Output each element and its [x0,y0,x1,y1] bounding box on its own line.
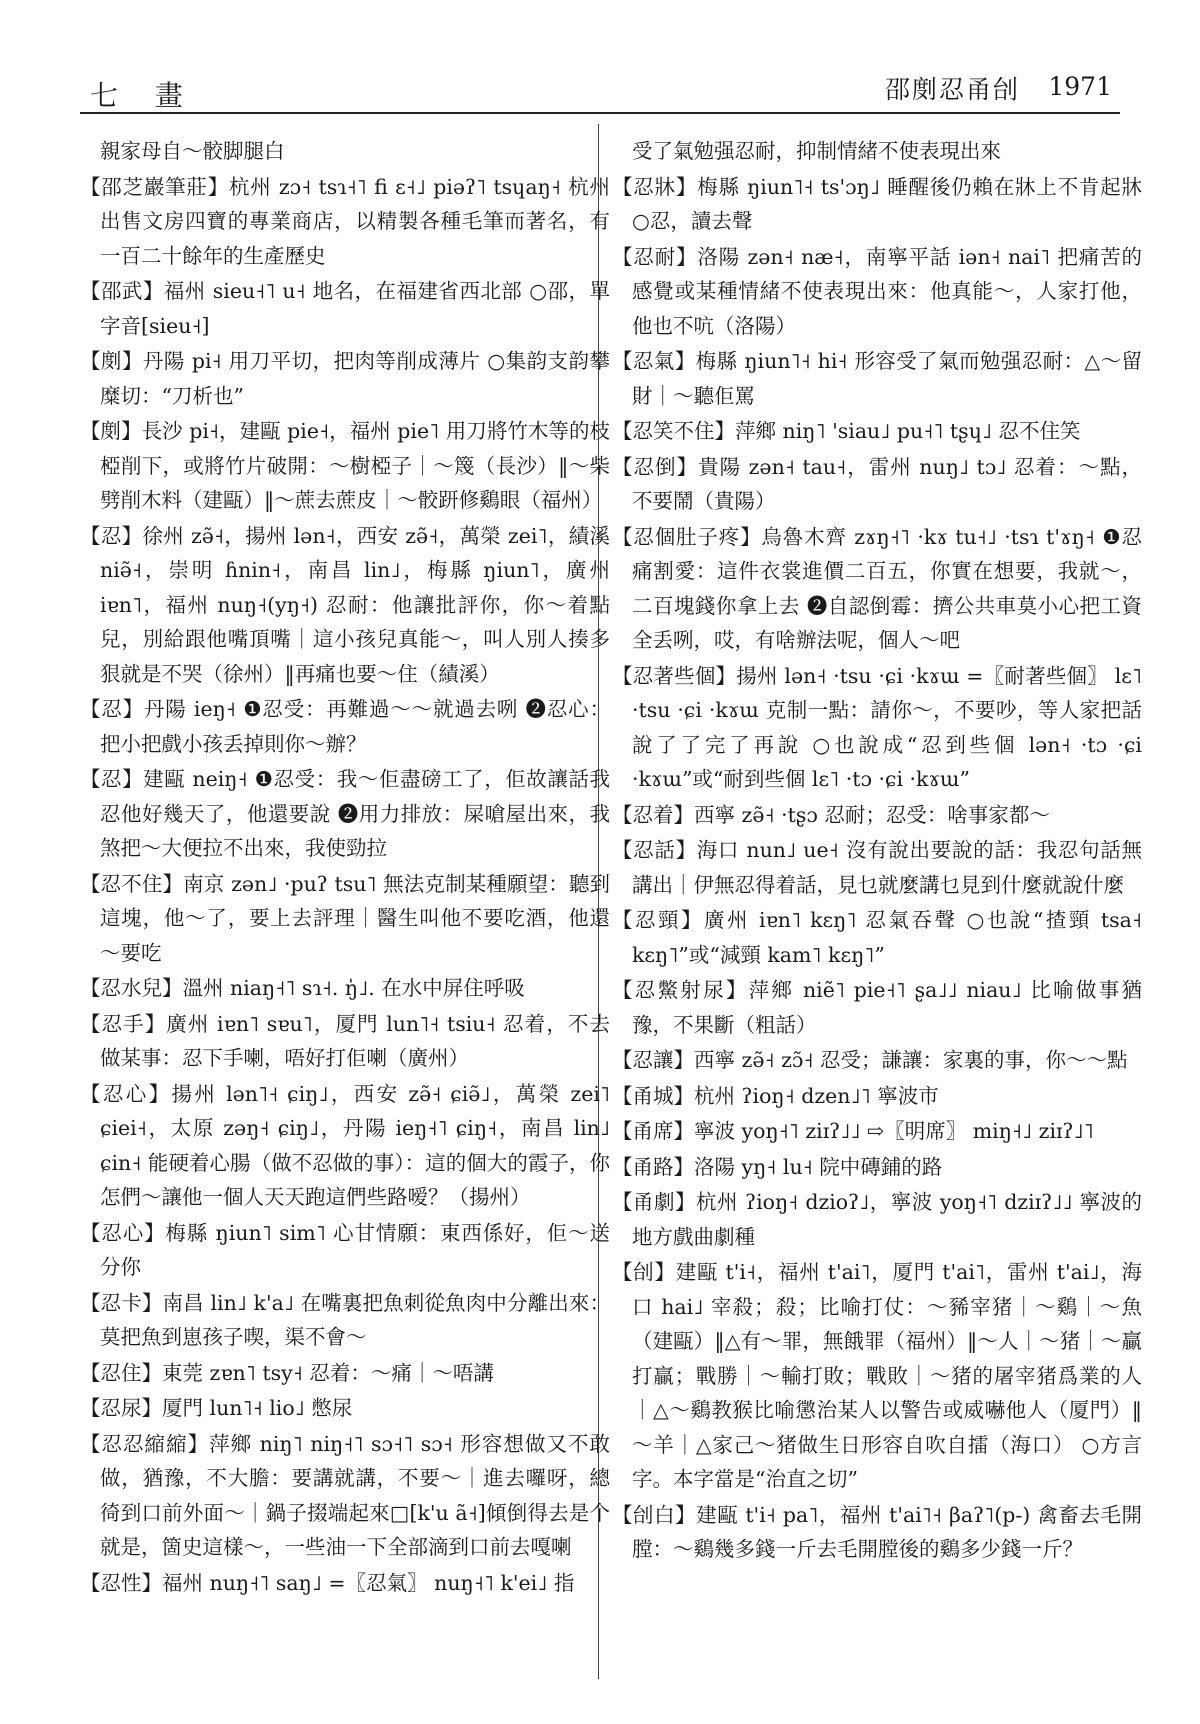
dictionary-entry: 【忍頸】廣州 iɐn˥ kɛŋ˥ 忍氣吞聲 ○也說“揸頸 tsa˧ kɛŋ˥”或“減頸 kam˥ kɛŋ˥” [612,908,1142,967]
dictionary-entry: 【忍倒】貴陽 zən˧ tau˧，雷州 nuŋ˩ tɔ˩ 忍着：～點，不要鬧（貴陽） [612,454,1142,513]
dictionary-entry: 【忍心】揚州 lən˥˧ ɕiŋ˩，西安 zə̃˧ ɕiə̃˩，萬榮 zei˥ ɕiei˧，太原 zəŋ˧ ɕiŋ˩，丹陽 ieŋ˧˥ ɕiŋ˧，南昌 lin˩ ɕin˧ 能硬着心腸（做不忍做的事）：這的個大的霞子，你怎們～讓他一個人天天跑這們些路嗳？（揚州） [80,1081,610,1209]
dictionary-entry: 【忍住】東莞 zɐn˥ tsy˧ 忍着：～痛｜～唔講 [80,1360,494,1385]
dictionary-entry: 【忍卡】南昌 lin˩ k'a˩ 在嘴裏把魚刺從魚肉中分離出來：莫把魚到崽孩子喫，渠不會～ [80,1290,610,1349]
dictionary-entry: 【忍氣】梅縣 ŋiun˥˧ hi˧ 形容受了氣而勉强忍耐：△～留財｜～聽佢罵 [612,349,1142,408]
dictionary-entry: 【忍著些個】揚州 lən˧ ·tsu ·ɕi ·kɤɯ =〖耐著些個〗 lɛ˥ ·tsu ·ɕi ·kɤɯ 克制一點：請你～，不要吵，等人家把話說了了完了再說 ○也說成“忍到些個 lən˧ ·tɔ ·ɕi ·kɤɯ”或“耐到些個 lɛ˥ ·tɔ ·ɕi ·kɤɯ” [612,663,1142,791]
dictionary-entry: 【忍鱉射尿】萍鄉 niẽ˥ pie˧˥ ʂa˩˩ niau˩ 比喻做事猶豫，不果斷（粗話） [612,978,1142,1037]
dictionary-entry: 【剫】丹陽 pi˧ 用刀平切，把肉等削成薄片 ○集韵支韵攀糜切：“刀析也” [80,349,610,408]
dictionary-entry: 【忍話】海口 nun˩ ue˧ 沒有說出要說的話：我忍句話無講出｜伊無忍得着話，見乜就麼講乜見到什麼就說什麼 [612,838,1142,897]
chapter-heading: 七 畫 [90,79,197,112]
dictionary-entry: 【邵武】福州 sieu˧˥ u˧ 地名，在福建省西北部 ○邵，單字音[sieu˧] [80,279,610,338]
dictionary-entry: 【剫】長沙 pi˧，建甌 pie˧，福州 pie˥ 用刀將竹木等的枝椏削下，或將竹片破開：～樹椏子｜～篾（長沙）‖～柴劈削木料（建甌）‖～蔗去蔗皮｜～骹趼修鷄眼（福州） [80,419,610,512]
left-column [80,134,610,1601]
dictionary-entry: 【忍水兒】溫州 niaŋ˧˥ sɿ˧. ŋ̍˩. 在水中屏住呼吸 [80,976,525,1000]
dictionary-entry: 【忍不住】南京 zən˩ ·puʔ tsu˥ 無法克制某種願望：聽到這塊，他～了，要上去評理｜醫生叫他不要吃酒，他還～要吃 [80,871,610,965]
dictionary-entry: 【忍性】福州 nuŋ˧˥ saŋ˩ =〖忍氣〗 nuŋ˧˥ k'ei˩ 指 [80,1570,575,1595]
dictionary-entry: 【邵芝巖筆莊】杭州 zɔ˧ tsɿ˧˥ fi ɛ˧˩ piəʔ˥ tsɥaŋ˧ 杭州出售文房四寶的專業商店，以精製各種毛筆而著名，有一百二十餘年的生產歷史 [80,174,610,268]
dictionary-entry: 【忍手】廣州 iɐn˥ sɐu˥，厦門 lun˥˧ tsiu˧ 忍着，不去做某事：忍下手喇，唔好打佢喇（廣州） [80,1011,610,1070]
dictionary-entry: 【甬路】洛陽 yŋ˧ lu˧ 院中磚鋪的路 [612,1154,943,1179]
dictionary-entry: 【忍耐】洛陽 zən˧ næ˧，南寧平話 iən˧ nai˥ 把痛苦的感覺或某種情緒不使表現出來：他真能～，人家打他，他也不吭（洛陽） [612,244,1142,338]
dictionary-entry: 【刣】建甌 t'i˧，福州 t'ai˥，厦門 t'ai˥，雷州 t'ai˩，海口 hai˩ 宰殺；殺；比喻打仗：～豨宰猪｜～鷄｜～魚（建甌）‖△有～罪，無餓罪（福州）‖～人｜～猪｜～贏打贏；戰勝｜～輸打敗；戰敗｜～猪的屠宰猪爲業的人｜△～鷄教猴比喻懲治某人以警告或威嚇他人（厦門）‖～羊｜△家己～猪做生日形容自吹自擂（海口） ○方言字。本字當是“治直之切” [612,1260,1142,1491]
header-character-index: 邵剫忍甬刣 [884,75,1020,104]
dictionary-entry: 【忍】丹陽 ieŋ˧ ❶忍受：再難過～～就過去咧 ❷忍心：把小把戲小孩丢掉則你～辦？ [80,697,610,756]
dictionary-entry: 【忍讓】西寧 zə̃˧ zɔ̃˧ 忍受；謙讓：家裏的事，你～～點 [612,1048,1128,1072]
dictionary-entry: 【甬劇】杭州 ʔioŋ˧ dzioʔ˩，寧波 yoŋ˧˥ dziɪʔ˩˩ 寧波的地方戲曲劇種 [612,1190,1142,1249]
page-number: 1971 [1048,72,1112,101]
dictionary-entry: 【忍心】梅縣 ŋiun˥ sim˥ 心甘情願：東西係好，佢～送分你 [80,1220,610,1279]
dictionary-entry: 【刣白】建甌 t'i˧ pa˥，福州 t'ai˥˧ βaʔ˥(p-) 禽畜去毛開膛：～鷄幾多錢一斤去毛開膛後的鷄多少錢一斤？ [612,1502,1142,1561]
dictionary-entry: 【忍個肚子疼】烏魯木齊 zɤŋ˧˥ ·kɤ tu˧˩ ·tsɿ t'ɤŋ˧ ❶忍痛割愛：這件衣裳進價二百五，你實在想要，我就～，二百塊錢你拿上去 ❷自認倒霉：擠公共車莫小心把工資全丢咧，哎，有啥辦法呢，個人～吧 [612,524,1142,652]
dictionary-entry: 【忍忍縮縮】萍鄉 niŋ˥ niŋ˧˥ sɔ˧˥ sɔ˧ 形容想做又不敢做，猶豫，不大膽：要講就講，不要～｜進去囉呀，總徛到口前外面～｜鍋子掇端起來□[k'u ã˧]傾倒得去是个就是，箇史這樣～，一些油一下全部滴到口前去嘎喇 [80,1431,610,1559]
entry-continuation: 親家母自～骹脚腿白 [100,139,285,163]
dictionary-entry: 【忍】徐州 zə̃˧，揚州 lən˧，西安 zə̃˧，萬榮 zei˥，績溪 niə̃˧，崇明 ɦnin˧，南昌 lin˩，梅縣 ŋiun˥，廣州 iɐn˥，福州 nuŋ˧(yŋ˧) 忍耐：他讓批評你，你～着點兒，別給跟他嘴頂嘴｜這小孩兒真能～，叫人別人揍多狠就是不哭（徐州）‖再痛也要～住（績溪） [80,523,610,686]
dictionary-entry: 【忍笑不住】萍鄉 niŋ˥ 'siau˩ pu˧˥ tʂɥ˩ 忍不住笑 [612,419,1081,443]
right-column [612,134,1142,1568]
dictionary-entry: 【忍尿】厦門 lun˥˧ lio˩ 憋尿 [80,1396,353,1420]
entry-continuation: 受了氣勉强忍耐，抑制情緒不使表現出來 [632,139,1001,163]
dictionary-entry: 【甬城】杭州 ʔioŋ˧ dzen˩˥ 寧波市 [612,1083,939,1108]
dictionary-entry: 【忍牀】梅縣 ŋiun˥˧ ts'ɔŋ˩ 睡醒後仍賴在牀上不肯起牀 ○忍，讀去聲 [612,174,1142,233]
dictionary-entry: 【忍】建甌 neiŋ˧ ❶忍受：我～佢盡磅工了，佢故讓話我忍他好幾天了，他還要說 ❷用力排放：屎嗆屋出來，我煞把～大便拉不出來，我使勁拉 [80,767,610,860]
dictionary-entry: 【甬席】寧波 yoŋ˧˥ ziɪʔ˩˩ ⇨〖明席〗 miŋ˧˩ ziɪʔ˩˥ [612,1119,1094,1143]
dictionary-entry: 【忍着】西寧 zə̃˧ ·tʂɔ 忍耐；忍受：啥事家都～ [612,802,1050,827]
page-header [80,52,1120,114]
